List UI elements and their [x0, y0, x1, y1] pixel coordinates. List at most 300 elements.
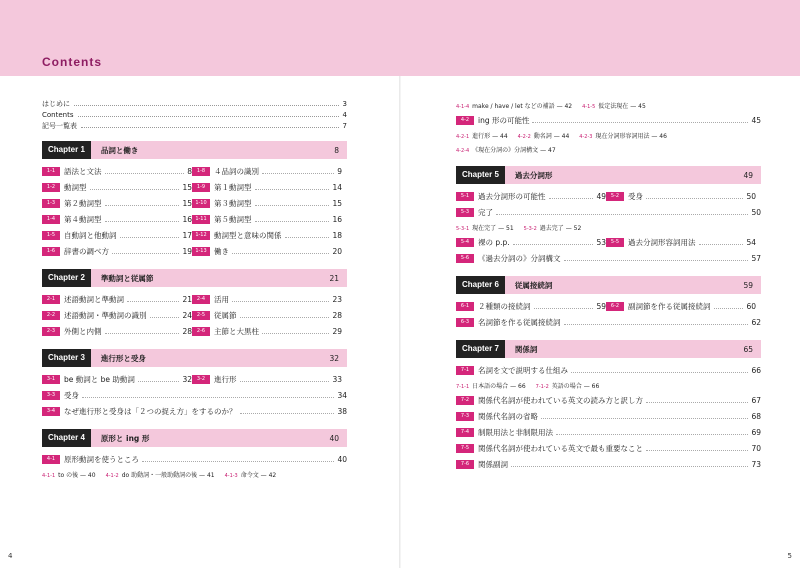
toc-entry[interactable]	[456, 250, 761, 266]
intro-label: はじめに	[42, 99, 70, 108]
entry-label: 裸の p.p.	[478, 237, 510, 247]
entry-label: 第２動詞型	[64, 198, 102, 208]
subsection-number: 4-2-4	[456, 147, 470, 154]
entry-page: 32	[182, 374, 192, 384]
toc-entry[interactable]	[606, 237, 756, 248]
section-number-badge: 5-2	[606, 192, 624, 201]
section-number-badge: 1-10	[192, 199, 210, 208]
section-number-badge: 1-8	[192, 167, 210, 176]
right-column	[456, 98, 761, 472]
entry-label: なぜ進行形と受身は「２つの捉え方」をするのか？	[64, 406, 237, 416]
subsection-row	[456, 142, 761, 156]
toc-entry[interactable]	[192, 166, 342, 177]
subsection-label: 日本語の場合	[472, 382, 509, 390]
leader-dots	[646, 194, 743, 199]
section-number-badge: 6-2	[606, 302, 624, 311]
subsection-label: make / have / let などの補語	[472, 102, 555, 110]
entry-page: 53	[596, 237, 606, 247]
toc-entry[interactable]	[606, 301, 756, 312]
subsection-row	[456, 378, 761, 392]
leader-dots	[285, 233, 330, 238]
chapter-3	[42, 349, 347, 419]
subsection-number: 7-1-1	[456, 383, 470, 390]
chapter-header[interactable]	[42, 141, 347, 159]
leader-dots	[511, 462, 748, 467]
toc-entry[interactable]	[42, 403, 347, 419]
leader-dots	[81, 123, 339, 128]
subsection-label: 英語の場合	[551, 382, 582, 390]
section-number-badge: 2-5	[192, 311, 210, 320]
toc-row	[456, 298, 761, 314]
chapter-tag: Chapter 6	[456, 276, 505, 294]
toc-entry[interactable]	[42, 182, 192, 193]
leader-dots	[262, 329, 329, 334]
leader-dots	[105, 201, 180, 206]
toc-entry[interactable]	[456, 392, 761, 408]
subsection-number: 7-1-2	[535, 383, 549, 390]
section-number-badge: 7-2	[456, 396, 474, 405]
subsection-label: 命令文	[240, 471, 259, 479]
entry-label: 関係代名詞が使われている英文で最も重要なこと	[478, 443, 643, 453]
leader-dots	[255, 185, 330, 190]
subsection-entry[interactable]: 4-1-5 仮定法現在 — 45	[582, 102, 646, 110]
section-number-badge: 7-4	[456, 428, 474, 437]
subsection-entry[interactable]: 4-2-1 進行形 — 44	[456, 132, 508, 140]
section-number-badge: 1-12	[192, 231, 210, 240]
leader-dots	[78, 112, 339, 117]
section-number-badge: 6-3	[456, 318, 474, 327]
toc-entry[interactable]	[192, 182, 342, 193]
entry-page: 28	[332, 310, 342, 320]
header-band	[0, 0, 800, 76]
chapter-page: 21	[329, 273, 339, 283]
section-number-badge: 4-2	[456, 116, 474, 125]
section-number-badge: 1-3	[42, 199, 60, 208]
toc-entry[interactable]	[42, 451, 347, 467]
leader-dots	[534, 304, 594, 309]
toc-entry[interactable]	[42, 246, 192, 257]
entry-page: 49	[596, 191, 606, 201]
toc-row	[42, 195, 347, 211]
section-number-badge: 3-3	[42, 391, 60, 400]
leader-dots	[255, 217, 330, 222]
leader-dots	[646, 446, 748, 451]
subsection-page: 40	[87, 471, 96, 479]
chapter-header[interactable]	[42, 349, 347, 367]
entry-page: 70	[751, 443, 761, 453]
intro-label: 記号一覧表	[42, 121, 77, 130]
leader-dots	[232, 297, 329, 302]
chapter-page: 40	[329, 433, 339, 443]
entry-page: 14	[332, 182, 342, 192]
leader-dots	[240, 313, 330, 318]
toc-row	[456, 188, 761, 204]
entry-label: 関係副詞	[478, 459, 508, 469]
toc-entry[interactable]	[456, 237, 606, 248]
leader-dots	[646, 398, 748, 403]
toc-row	[456, 234, 761, 250]
toc-row	[42, 211, 347, 227]
toc-entry[interactable]	[192, 198, 342, 209]
leader-dots	[262, 169, 334, 174]
subsection-label: do 助動詞・一般助動詞の後	[121, 471, 198, 479]
subsection-label: 動名詞	[533, 132, 552, 140]
subsection-entry[interactable]: 4-2-3 現在分詞形容詞用法 — 46	[579, 132, 667, 140]
subsection-entry[interactable]: 5-3-1 現在完了 — 51	[456, 224, 514, 232]
leader-dots	[513, 240, 594, 245]
entry-page: 60	[746, 301, 756, 311]
leader-dots	[571, 368, 748, 373]
entry-label: be 動詞と be 助動詞	[64, 374, 135, 384]
toc-entry[interactable]	[456, 440, 761, 456]
subsection-entry[interactable]: 4-1-4 make / have / let などの補語 — 42	[456, 102, 573, 110]
toc-row	[42, 307, 347, 323]
entry-page: 50	[751, 207, 761, 217]
section-number-badge: 2-4	[192, 295, 210, 304]
entry-label: 動詞型	[64, 182, 87, 192]
section-number-badge: 1-4	[42, 215, 60, 224]
intro-entry[interactable]	[42, 98, 347, 109]
entry-page: 73	[751, 459, 761, 469]
chapter-header[interactable]	[42, 429, 347, 447]
subsection-number: 4-1-3	[224, 472, 238, 479]
entry-label: 受身	[64, 390, 79, 400]
entry-label: 受身	[628, 191, 643, 201]
entry-page: 54	[746, 237, 756, 247]
subsection-row	[456, 128, 761, 142]
subsection-entry[interactable]: 7-1-1 日本語の場合 — 66	[456, 382, 526, 390]
subsection-number: 5-3-2	[523, 225, 537, 232]
entry-page: 18	[332, 230, 342, 240]
toc-row	[42, 323, 347, 339]
subsection-page: 41	[206, 471, 215, 479]
entry-label: 原形動詞を使うところ	[64, 454, 139, 464]
intro-page: 3	[342, 99, 347, 108]
toc-row	[42, 371, 347, 387]
toc-entry[interactable]	[456, 204, 761, 220]
leader-dots	[232, 249, 329, 254]
toc-entry[interactable]	[192, 326, 342, 337]
leader-dots	[714, 304, 744, 309]
subsection-number: 4-1-2	[105, 472, 119, 479]
section-number-badge: 2-2	[42, 311, 60, 320]
leader-dots	[564, 256, 749, 261]
section-number-badge: 2-3	[42, 327, 60, 336]
entry-page: 34	[337, 390, 347, 400]
chapter-6	[456, 276, 761, 330]
chapter-page: 8	[334, 145, 339, 155]
toc-row	[42, 291, 347, 307]
entry-page: 38	[337, 406, 347, 416]
chapter-name: 関係詞	[514, 344, 538, 354]
chapter-4-continued	[456, 98, 761, 156]
subsection-entry[interactable]: 4-1-1 to の後 — 40	[42, 471, 96, 479]
entry-label: 制限用法と非制限用法	[478, 427, 553, 437]
toc-entry[interactable]	[192, 230, 342, 241]
subsection-row	[42, 467, 347, 481]
toc-entry[interactable]	[456, 362, 761, 378]
subsection-page: 52	[573, 224, 582, 232]
toc-entry[interactable]	[456, 314, 761, 330]
subsection-number: 4-2-3	[579, 133, 593, 140]
toc-row	[42, 243, 347, 259]
leader-dots	[82, 393, 334, 398]
chapter-page: 49	[743, 170, 753, 180]
entry-page: 15	[182, 182, 192, 192]
toc-entry[interactable]	[42, 374, 192, 385]
leader-dots	[105, 217, 180, 222]
chapter-tag: Chapter 5	[456, 166, 505, 184]
entry-label: 名詞節を作る従属接続詞	[478, 317, 561, 327]
toc-entry[interactable]	[456, 112, 761, 128]
leader-dots	[564, 320, 749, 325]
entry-page: 19	[182, 246, 192, 256]
chapter-name: 原形と ing 形	[100, 433, 150, 443]
toc-entry[interactable]	[42, 198, 192, 209]
toc-entry[interactable]	[42, 230, 192, 241]
toc-entry[interactable]	[456, 424, 761, 440]
leader-dots	[240, 409, 335, 414]
entry-label: 語法と文法	[64, 166, 102, 176]
entry-label: 過去分詞形容詞用法	[628, 237, 696, 247]
section-number-badge: 1-9	[192, 183, 210, 192]
section-number-badge: 7-3	[456, 412, 474, 421]
subsection-row	[456, 220, 761, 234]
section-number-badge: 3-4	[42, 407, 60, 416]
section-number-badge: 5-6	[456, 254, 474, 263]
entry-label: 辞書の調べ方	[64, 246, 109, 256]
subsection-page: 46	[659, 132, 667, 140]
toc-entry[interactable]	[192, 294, 342, 305]
subsection-label: 現在分詞形容詞用法	[595, 132, 650, 140]
chapter-1	[42, 141, 347, 259]
toc-entry[interactable]	[42, 387, 347, 403]
subsection-number: 4-2-1	[456, 133, 470, 140]
subsection-label: 仮定法現在	[598, 102, 629, 110]
toc-entry[interactable]	[192, 214, 342, 225]
subsection-label: 現在完了	[472, 224, 497, 232]
subsection-entry[interactable]: 4-1-2 do 助動詞・一般助動詞の後 — 41	[105, 471, 215, 479]
entry-label: 述語動詞と準動詞	[64, 294, 124, 304]
chapter-page: 59	[743, 280, 753, 290]
entry-label: 動詞型と意味の関係	[214, 230, 282, 240]
section-number-badge: 1-11	[192, 215, 210, 224]
entry-page: 50	[746, 191, 756, 201]
chapter-name: 従属接続詞	[514, 280, 553, 290]
entry-label: 名詞を文で説明する仕組み	[478, 365, 568, 375]
chapter-page: 32	[329, 353, 339, 363]
entry-label: ing 形の可能性	[478, 115, 530, 125]
left-page-number: 4	[8, 552, 13, 560]
leader-dots	[138, 377, 180, 382]
leader-dots	[699, 240, 744, 245]
leader-dots	[240, 377, 330, 382]
entry-label: 述語動詞・準動詞の識別	[64, 310, 147, 320]
subsection-label: 《現在分詞の》分詞構文	[472, 146, 539, 154]
entry-page: 17	[182, 230, 192, 240]
intro-label: Contents	[42, 110, 74, 119]
toc-entry[interactable]	[192, 310, 342, 321]
chapter-page: 65	[743, 344, 753, 354]
chapter-4	[42, 429, 347, 481]
toc-entry[interactable]	[606, 191, 756, 202]
section-number-badge: 6-1	[456, 302, 474, 311]
subsection-page: 51	[506, 224, 514, 232]
chapter-tag: Chapter 7	[456, 340, 505, 358]
entry-label: 主節と大黒柱	[214, 326, 259, 336]
subsection-page: 47	[548, 146, 556, 154]
chapter-tag: Chapter 3	[42, 349, 91, 367]
entry-page: 16	[332, 214, 342, 224]
subsection-entry[interactable]: 4-2-2 動名詞 — 44	[517, 132, 570, 140]
entry-label: 自動詞と他動詞	[64, 230, 117, 240]
leader-dots	[127, 297, 179, 302]
chapter-5	[456, 166, 761, 266]
entry-page: 9	[337, 166, 342, 176]
entry-label: 従属節	[214, 310, 237, 320]
subsection-entry[interactable]: 4-1-3 命令文 — 42	[224, 471, 277, 479]
book-gutter	[399, 76, 401, 568]
leader-dots	[105, 329, 180, 334]
leader-dots	[556, 430, 748, 435]
toc-row	[42, 163, 347, 179]
entry-label: 副詞節を作る従属接続詞	[628, 301, 711, 311]
toc-row	[42, 227, 347, 243]
subsection-page: 66	[591, 382, 600, 390]
entry-label: 関係代名詞の省略	[478, 411, 538, 421]
entry-page: 68	[751, 411, 761, 421]
leader-dots	[105, 169, 185, 174]
chapter-tag: Chapter 2	[42, 269, 91, 287]
entry-page: 8	[187, 166, 192, 176]
entry-page: 67	[751, 395, 761, 405]
section-number-badge: 5-4	[456, 238, 474, 247]
chapter-name: 進行形と受身	[100, 353, 146, 363]
section-number-badge: 2-1	[42, 295, 60, 304]
chapter-header[interactable]	[456, 340, 761, 358]
entry-label: 第５動詞型	[214, 214, 252, 224]
chapter-header[interactable]	[456, 166, 761, 184]
section-number-badge: 5-5	[606, 238, 624, 247]
section-number-badge: 5-1	[456, 192, 474, 201]
subsection-page: 42	[564, 102, 573, 110]
section-number-badge: 7-5	[456, 444, 474, 453]
section-number-badge: 1-2	[42, 183, 60, 192]
leader-dots	[74, 101, 339, 106]
subsection-number: 5-3-1	[456, 225, 470, 232]
intro-page: 4	[342, 110, 347, 119]
entry-page: 57	[751, 253, 761, 263]
toc-entry[interactable]	[456, 301, 606, 312]
toc-entry[interactable]	[42, 166, 192, 177]
chapter-header[interactable]	[456, 276, 761, 294]
toc-entry[interactable]	[42, 214, 192, 225]
entry-label: 過去分詞形の可能性	[478, 191, 546, 201]
section-number-badge: 1-1	[42, 167, 60, 176]
toc-entry[interactable]	[456, 456, 761, 472]
intro-entry[interactable]	[42, 109, 347, 120]
subsection-page: 42	[268, 471, 277, 479]
subsection-number: 4-1-5	[582, 103, 596, 110]
entry-page: 62	[751, 317, 761, 327]
leader-dots	[112, 249, 179, 254]
toc-entry[interactable]	[42, 310, 192, 321]
section-number-badge: 7-1	[456, 366, 474, 375]
chapter-name: 準動詞と従属節	[100, 273, 154, 283]
entry-label: 活用	[214, 294, 229, 304]
chapter-name: 品詞と働き	[100, 145, 139, 155]
intro-list	[42, 98, 347, 131]
entry-label: ４品詞の識別	[214, 166, 259, 176]
right-page-number: 5	[787, 552, 792, 560]
entry-page: 29	[332, 326, 342, 336]
subsection-number: 4-2-2	[517, 133, 531, 140]
entry-page: 16	[182, 214, 192, 224]
toc-entry[interactable]	[192, 246, 342, 257]
section-number-badge: 2-6	[192, 327, 210, 336]
subsection-label: 進行形	[472, 132, 491, 140]
entry-label: 進行形	[214, 374, 237, 384]
subsection-entry[interactable]: 5-3-2 過去完了 — 52	[523, 224, 582, 232]
subsection-page: 66	[518, 382, 526, 390]
leader-dots	[532, 118, 748, 123]
chapter-7	[456, 340, 761, 472]
toc-entry[interactable]	[42, 326, 192, 337]
entry-page: 66	[751, 365, 761, 375]
leader-dots	[142, 457, 334, 462]
entry-label: 外側と内側	[64, 326, 102, 336]
entry-page: 45	[751, 115, 761, 125]
entry-label: 第１動詞型	[214, 182, 252, 192]
intro-entry[interactable]	[42, 120, 347, 131]
leader-dots	[549, 194, 594, 199]
subsection-page: 45	[638, 102, 646, 110]
toc-entry[interactable]	[192, 374, 342, 385]
entry-page: 24	[182, 310, 192, 320]
subsection-label: to の後	[58, 471, 79, 479]
toc-entry[interactable]	[456, 191, 606, 202]
toc-row	[42, 179, 347, 195]
leader-dots	[90, 185, 180, 190]
section-number-badge: 1-6	[42, 247, 60, 256]
section-number-badge: 3-1	[42, 375, 60, 384]
chapter-header[interactable]	[42, 269, 347, 287]
entry-page: 15	[332, 198, 342, 208]
entry-label: 完了	[478, 207, 493, 217]
entry-label: 第３動詞型	[214, 198, 252, 208]
toc-entry[interactable]	[456, 408, 761, 424]
subsection-page: 44	[500, 132, 508, 140]
section-number-badge: 1-13	[192, 247, 210, 256]
entry-page: 23	[332, 294, 342, 304]
subsection-entry[interactable]: 7-1-2 英語の場合 — 66	[535, 382, 600, 390]
entry-page: 69	[751, 427, 761, 437]
subsection-label: 過去完了	[539, 224, 564, 232]
subsection-number: 4-1-4	[456, 103, 470, 110]
chapter-tag: Chapter 4	[42, 429, 91, 447]
section-number-badge: 4-1	[42, 455, 60, 464]
entry-page: 33	[332, 374, 342, 384]
entry-page: 40	[337, 454, 347, 464]
subsection-entry[interactable]: 4-2-4 《現在分詞の》分詞構文 — 47	[456, 146, 556, 154]
entry-page: 21	[182, 294, 192, 304]
chapter-tag: Chapter 1	[42, 141, 91, 159]
entry-page: 28	[182, 326, 192, 336]
left-column	[42, 98, 347, 481]
section-number-badge: 7-6	[456, 460, 474, 469]
toc-entry[interactable]	[42, 294, 192, 305]
subsection-row	[456, 98, 761, 112]
